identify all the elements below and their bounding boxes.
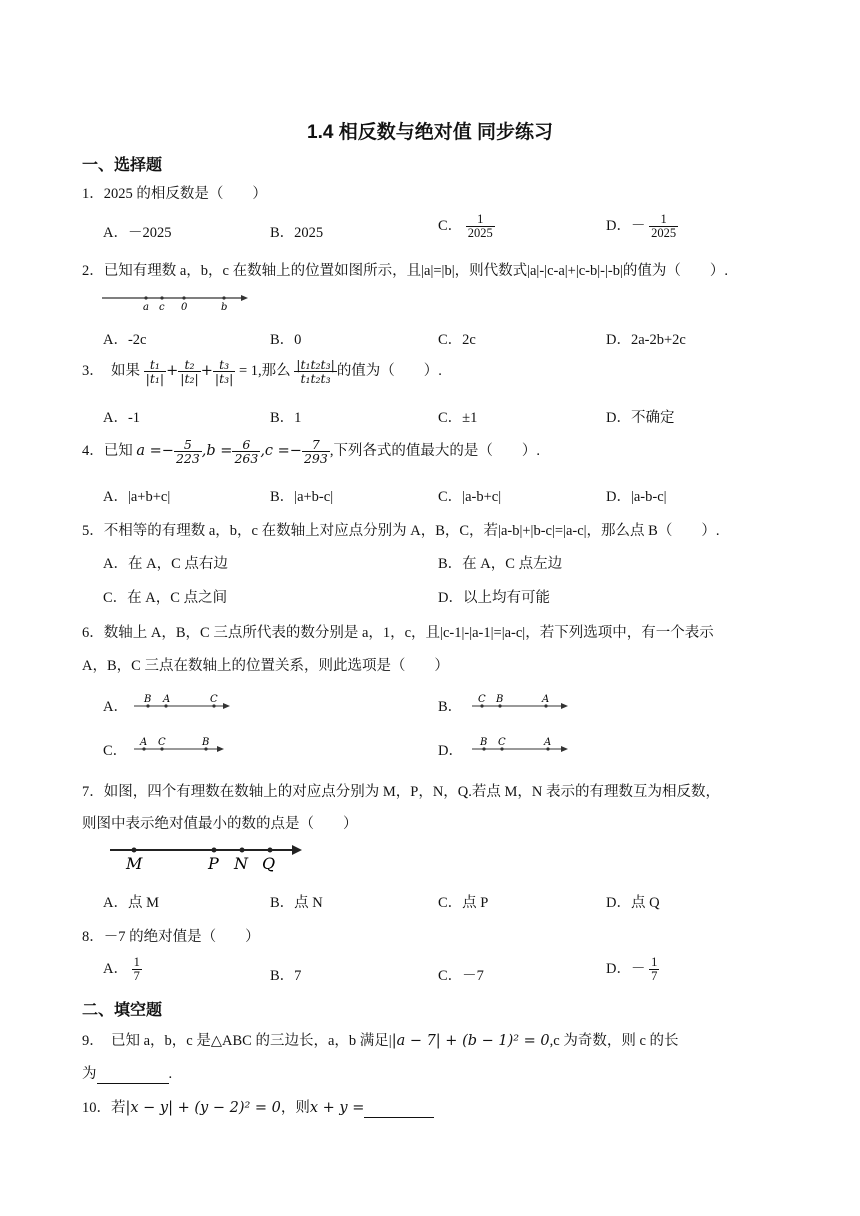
q7-number-line bbox=[108, 842, 304, 874]
q3-option-d[interactable]: D．不确定 bbox=[606, 410, 675, 426]
q2-option-c[interactable]: C．2c bbox=[438, 332, 476, 348]
q6-option-b[interactable]: B． bbox=[438, 699, 463, 715]
q2-number-line bbox=[100, 290, 250, 312]
q2-option-d[interactable]: D．2a-2b+2c bbox=[606, 332, 686, 348]
svg-text:C: C bbox=[158, 737, 166, 748]
question-1-stem: 1．2025 的相反数是（ ） bbox=[82, 186, 267, 202]
q2-axis-label-b: b bbox=[221, 302, 228, 312]
page-title: 1.4 相反数与绝对值 同步练习 bbox=[307, 122, 553, 143]
q1-option-b[interactable]: B．2025 bbox=[270, 225, 324, 241]
q2-axis-label-0: 0 bbox=[181, 302, 188, 312]
q8-option-a[interactable]: A． $\frac{1}{7}$ bbox=[103, 955, 140, 984]
q8-option-c[interactable]: C．－7 bbox=[438, 968, 484, 984]
question-4-stem bbox=[82, 438, 540, 465]
section-choice-heading: 一、选择题 bbox=[82, 157, 163, 174]
svg-text:C: C bbox=[210, 694, 218, 705]
svg-text:A: A bbox=[544, 737, 552, 748]
svg-text:B: B bbox=[202, 737, 210, 748]
svg-text:C: C bbox=[498, 737, 506, 748]
q8-option-d-fraction: $\frac{1}{7}$ bbox=[651, 955, 658, 984]
q7-axis-label-q: Q bbox=[262, 854, 276, 873]
q3-fraction-1: $\frac{\text{t₁}}{\text{|t₁|}}$ bbox=[145, 357, 165, 387]
q2-axis-label-a: a bbox=[143, 302, 149, 312]
q7-axis-label-n: N bbox=[234, 854, 248, 873]
q4-suffix: ,下列各式的值最大的是（ ）. bbox=[329, 442, 541, 459]
q3-fraction-2: $\frac{\text{t₂}}{\text{|t₂|}}$ bbox=[180, 357, 199, 387]
q10-answer-blank[interactable] bbox=[364, 1100, 434, 1118]
svg-text:B: B bbox=[480, 737, 488, 748]
q7-axis-label-m: M bbox=[126, 854, 143, 873]
q4-option-b[interactable]: B．|a+b-c| bbox=[270, 489, 334, 505]
q2-option-a[interactable]: A．-2c bbox=[103, 332, 147, 348]
q1-option-a[interactable]: A．－2025 bbox=[103, 225, 172, 241]
question-6-line-1: 6．数轴上 A，B，C 三点所代表的数分别是 a，1，c，且|c-1|-|a-1|=|a-c|，若下列选项中，有一个表示 bbox=[82, 625, 714, 641]
q6-option-d-number-line bbox=[468, 733, 570, 755]
q7-axis-label-p: P bbox=[208, 854, 219, 873]
svg-text:A: A bbox=[542, 694, 550, 705]
q9-answer-blank[interactable] bbox=[97, 1066, 169, 1084]
q6-option-b-number-line bbox=[468, 690, 570, 712]
svg-text:A: A bbox=[163, 694, 171, 705]
question-9-line-1: 9． 已知 a，b，c 是△ABC 的三边长，a，b 满足||a − 7| + (b − 1)² = 0,c 为奇数，则 c 的长 bbox=[82, 1033, 679, 1049]
q4-b-fraction: $\frac{6}{263}$ bbox=[234, 437, 259, 467]
q3-option-c[interactable]: C．±1 bbox=[438, 410, 478, 426]
svg-text:B: B bbox=[144, 694, 152, 705]
svg-text:A: A bbox=[140, 737, 148, 748]
q4-option-c[interactable]: C．|a-b+c| bbox=[438, 489, 502, 505]
q5-option-b[interactable]: B．在 A，C 点左边 bbox=[438, 556, 563, 572]
q6-option-a[interactable]: A． bbox=[103, 699, 128, 715]
q5-option-c[interactable]: C．在 A，C 点之间 bbox=[103, 590, 228, 606]
q1-option-c[interactable] bbox=[438, 213, 495, 240]
q10-equation: |x − y| + (y − 2)² = 0 bbox=[125, 1100, 281, 1116]
q10-expression: x + y = bbox=[309, 1100, 365, 1116]
q8-option-d[interactable]: D．－ $\frac{1}{7}$ bbox=[606, 955, 658, 984]
q4-c-lhs: ,c =− bbox=[260, 442, 302, 459]
question-7-line-1: 7．如图，四个有理数在数轴上的对应点分别为 M，P，N，Q.若点 M，N 表示的有理数互为相反数， bbox=[82, 784, 721, 800]
question-10-stem: 10．若|x − y| + (y − 2)² = 0，则x + y = bbox=[82, 1096, 434, 1118]
q4-prefix: 4．已知 bbox=[82, 442, 133, 459]
q3-equals: = 1,那么 bbox=[238, 362, 291, 379]
q1-option-c-label: C． bbox=[438, 217, 463, 234]
question-3-stem: 3． 如果 $\frac{\text{t₁}}{\text{|t₁|}}$ + $\frac{\text{t₂}}{\text{|t₂|}}$ + $\frac{\text{t₃}}{\text{|t₃|}}$ = 1,那么 $\frac{\text{|t₁t₂t₃|}}{\text{t₁t₂t₃}}$ 的值为（ ）. bbox=[82, 357, 442, 387]
q4-option-d[interactable]: D．|a-b-c| bbox=[606, 489, 667, 505]
q6-option-c[interactable]: C． bbox=[103, 743, 128, 759]
q6-option-a-number-line bbox=[130, 690, 232, 712]
question-6-line-2: A，B，C 三点在数轴上的位置关系，则此选项是（ ） bbox=[82, 658, 449, 674]
question-9-line-2: 为 . bbox=[82, 1066, 173, 1082]
q7-option-b[interactable]: B．点 N bbox=[270, 895, 323, 911]
svg-text:C: C bbox=[478, 694, 486, 705]
q4-c-fraction: $\frac{7}{293}$ bbox=[303, 437, 328, 467]
q3-suffix: 的值为（ ）. bbox=[336, 362, 442, 379]
question-8-stem: 8．－7 的绝对值是（ ） bbox=[82, 929, 260, 945]
q3-option-a[interactable]: A．-1 bbox=[103, 410, 141, 426]
svg-text:B: B bbox=[496, 694, 504, 705]
question-7-line-2: 则图中表示绝对值最小的数的点是（ ） bbox=[82, 816, 358, 832]
q1-option-c-fraction: $\frac{1}{2025}$ bbox=[467, 212, 493, 241]
q5-option-a[interactable]: A．在 A，C 点右边 bbox=[103, 556, 228, 572]
q7-option-c[interactable]: C．点 P bbox=[438, 895, 489, 911]
q3-fraction-3: $\frac{\text{t₃}}{\text{|t₃|}}$ bbox=[214, 357, 234, 387]
q8-option-b[interactable]: B．7 bbox=[270, 968, 302, 984]
question-5-stem: 5．不相等的有理数 a，b，c 在数轴上对应点分别为 A，B，C，若|a-b|+|b-c|=|a-c|，那么点 B（ ）. bbox=[82, 523, 720, 539]
q1-option-d-fraction: $\frac{1}{2025}$ bbox=[651, 212, 677, 241]
question-2-stem: 2．已知有理数 a，b，c 在数轴上的位置如图所示，且|a|=|b|，则代数式|a|-|c-a|+|c-b|-|-b|的值为（ ）. bbox=[82, 263, 729, 279]
q3-fraction-product: $\frac{\text{|t₁t₂t₃|}}{\text{t₁t₂t₃}}$ bbox=[296, 357, 335, 387]
q5-option-d[interactable]: D．以上均有可能 bbox=[438, 590, 550, 606]
q4-a-fraction: $\frac{5}{223}$ bbox=[175, 437, 200, 467]
q8-option-a-fraction: $\frac{1}{7}$ bbox=[133, 955, 140, 984]
q6-option-d[interactable]: D． bbox=[438, 743, 463, 759]
q2-option-b[interactable]: B．0 bbox=[270, 332, 302, 348]
q1-option-d-label: D．－ bbox=[606, 217, 646, 234]
q1-option-d[interactable] bbox=[606, 213, 678, 240]
q7-option-a[interactable]: A．点 M bbox=[103, 895, 159, 911]
q9-equation: |a − 7| + (b − 1)² = 0 bbox=[391, 1033, 550, 1049]
q3-option-b[interactable]: B．1 bbox=[270, 410, 302, 426]
q4-b-lhs: ,b = bbox=[201, 442, 233, 459]
section-fill-heading: 二、填空题 bbox=[82, 1002, 163, 1019]
q4-a-lhs: a =− bbox=[136, 442, 174, 459]
q3-prefix: 3． 如果 bbox=[82, 362, 140, 379]
q2-axis-label-c: c bbox=[159, 302, 165, 312]
q4-option-a[interactable]: A．|a+b+c| bbox=[103, 489, 171, 505]
q6-option-c-number-line bbox=[130, 733, 226, 755]
q7-option-d[interactable]: D．点 Q bbox=[606, 895, 660, 911]
